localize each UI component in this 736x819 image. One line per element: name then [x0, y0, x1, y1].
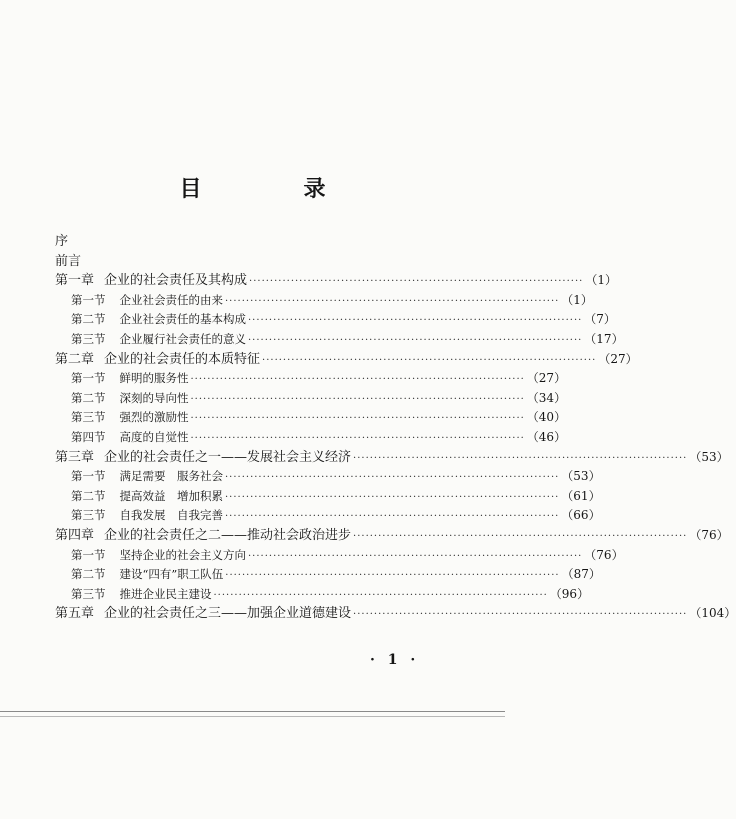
- toc-section-row: [55, 585, 590, 605]
- toc-entry-title: 企业的社会责任之三——加强企业道德建设: [104, 606, 352, 622]
- toc-entry-title: 高度的自觉性: [119, 429, 189, 444]
- toc-page-number: （1）: [585, 273, 617, 288]
- toc-chapter-row: [55, 604, 736, 624]
- toc-dot-leader: ················································································: [248, 334, 583, 346]
- toc-entry-label: [55, 252, 81, 272]
- toc-section-row: [55, 428, 567, 448]
- toc-entry-label: [71, 330, 246, 350]
- toc-entry-number: 第二章: [55, 351, 95, 367]
- toc-entry-number: 第一节: [71, 469, 106, 484]
- toc-section-row: [55, 330, 624, 350]
- bottom-rule-secondary: [0, 716, 505, 717]
- toc-section-row: [55, 310, 616, 330]
- toc-entry-number: 第四节: [71, 429, 106, 444]
- toc-dot-leader: ················································································: [190, 393, 525, 405]
- toc-page-number: （76）: [689, 527, 729, 542]
- toc-page-number: （96）: [549, 586, 590, 601]
- toc-entry-title: 企业社会责任的基本构成: [119, 312, 246, 327]
- toc-dot-leader: ················································································: [225, 570, 560, 582]
- toc-page-number: （40）: [526, 410, 567, 425]
- toc-entry-title: 深刻的导向性: [119, 390, 189, 405]
- toc-page-number: （1）: [561, 292, 593, 307]
- toc-page-number: （27）: [598, 351, 638, 366]
- toc-entry-label: [55, 604, 351, 624]
- toc-page-number: （7）: [584, 312, 616, 327]
- toc-entry-title: 企业的社会责任之一——发展社会主义经济: [104, 449, 352, 465]
- toc-dot-leader: ················································································: [225, 491, 560, 503]
- toc-page-number: （66）: [561, 508, 601, 523]
- toc-entry-label: [55, 232, 68, 252]
- toc-page-number: （27）: [526, 371, 567, 386]
- toc-entry-label: [55, 350, 260, 370]
- toc-dot-leader: ················································································: [225, 472, 560, 484]
- toc-entry-title: 前言: [55, 253, 82, 269]
- toc-entry-title: 建设“四有”职工队伍: [119, 567, 224, 582]
- toc-section-row: [55, 291, 593, 311]
- toc-entry-number: 第三节: [71, 586, 106, 601]
- toc-entry-number: 第二节: [71, 390, 106, 405]
- toc-page-number: （34）: [526, 390, 567, 405]
- toc-entry-label: [71, 428, 189, 448]
- toc-entry-title: 满足需要 服务社会: [119, 469, 223, 484]
- toc-entry-label: [55, 271, 247, 291]
- toc-dot-leader: ················································································: [225, 511, 560, 523]
- toc-entry-title: 企业的社会责任之二——推动社会政治进步: [104, 527, 352, 543]
- toc-section-row: [55, 369, 567, 389]
- toc-chapter-row: [55, 271, 617, 291]
- toc-entry-label: [55, 526, 351, 546]
- toc-section-row: [55, 546, 624, 566]
- toc-entry-number: 第二节: [71, 567, 106, 582]
- bottom-rule: [0, 711, 505, 712]
- toc-chapter-row: [55, 232, 435, 252]
- toc-entry-number: 第三章: [55, 449, 95, 465]
- page-title: 目 录: [179, 176, 366, 202]
- toc-dot-leader: ················································································: [190, 432, 525, 444]
- toc-page-number: （61）: [561, 488, 601, 503]
- toc-entry-label: [71, 506, 223, 526]
- toc-dot-leader: ················································································: [353, 530, 688, 542]
- toc-entry-title: 企业的社会责任的本质特征: [104, 351, 261, 367]
- toc-entry-title: 序: [55, 234, 69, 249]
- toc-entry-label: [71, 546, 246, 566]
- toc-chapter-row: [55, 350, 638, 370]
- toc-entry-label: [55, 448, 351, 468]
- toc-entry-number: 第三节: [71, 410, 106, 425]
- toc-entry-label: [71, 585, 212, 605]
- toc-section-row: [55, 565, 601, 585]
- toc-entry-label: [71, 467, 223, 487]
- toc-page-number: （53）: [561, 469, 601, 484]
- toc-dot-leader: ················································································: [225, 295, 560, 307]
- toc-entry-number: 第二节: [71, 312, 106, 327]
- toc-entry-label: [71, 310, 246, 330]
- toc-section-row: [55, 506, 601, 526]
- toc-dot-leader: ················································································: [353, 452, 688, 464]
- toc-chapter-row: [55, 448, 729, 468]
- toc-entry-label: [71, 565, 223, 585]
- toc-dot-leader: ················································································: [249, 276, 584, 288]
- toc-entry-title: 鲜明的服务性: [119, 371, 189, 386]
- toc-chapter-row: [55, 252, 435, 272]
- toc-entry-number: 第一节: [71, 547, 106, 562]
- toc-entry-title: 坚持企业的社会主义方向: [119, 547, 246, 562]
- toc-entry-title: 企业履行社会责任的意义: [119, 331, 246, 346]
- toc-entry-number: 第五章: [55, 606, 95, 622]
- toc-dot-leader: ················································································: [190, 374, 525, 386]
- toc-page-number: （53）: [689, 449, 729, 464]
- toc-dot-leader: ················································································: [262, 354, 597, 366]
- toc-dot-leader: ················································································: [190, 413, 525, 425]
- toc-dot-leader: ················································································: [248, 315, 583, 327]
- toc-entry-number: 第二节: [71, 488, 106, 503]
- toc-entry-title: 推进企业民主建设: [119, 586, 212, 601]
- toc-section-row: [55, 408, 567, 428]
- toc-section-row: [55, 389, 567, 409]
- toc-entry-title: 提高效益 增加积累: [119, 488, 223, 503]
- toc-dot-leader: ················································································: [248, 550, 583, 562]
- toc-entry-title: 企业社会责任的由来: [119, 292, 223, 307]
- toc-entry-number: 第一节: [71, 371, 106, 386]
- toc-entry-number: 第一章: [55, 273, 95, 289]
- toc-entry-number: 第四章: [55, 527, 95, 543]
- toc-page-number: （17）: [584, 331, 624, 346]
- toc-section-row: [55, 487, 601, 507]
- toc-entry-label: [71, 389, 189, 409]
- toc-page-number: （104）: [689, 606, 736, 621]
- toc-entry-label: [71, 408, 189, 428]
- toc-entry-label: [71, 291, 223, 311]
- page-number: · 1 ·: [370, 652, 420, 668]
- toc-entry-label: [71, 369, 189, 389]
- toc-page-number: （46）: [526, 429, 567, 444]
- toc-page-number: （76）: [584, 547, 624, 562]
- toc-entry-title: 强烈的激励性: [119, 410, 189, 425]
- toc-section-row: [55, 467, 601, 487]
- toc-entry-label: [71, 487, 223, 507]
- toc-dot-leader: ················································································: [353, 609, 688, 621]
- toc-chapter-row: [55, 526, 729, 546]
- toc-entry-number: 第一节: [71, 292, 106, 307]
- table-of-contents: [55, 232, 736, 624]
- toc-dot-leader: ················································································: [213, 589, 548, 601]
- toc-entry-number: 第三节: [71, 508, 106, 523]
- toc-entry-title: 自我发展 自我完善: [119, 508, 223, 523]
- toc-page-number: （87）: [561, 567, 601, 582]
- toc-entry-title: 企业的社会责任及其构成: [104, 273, 248, 289]
- toc-entry-number: 第三节: [71, 331, 106, 346]
